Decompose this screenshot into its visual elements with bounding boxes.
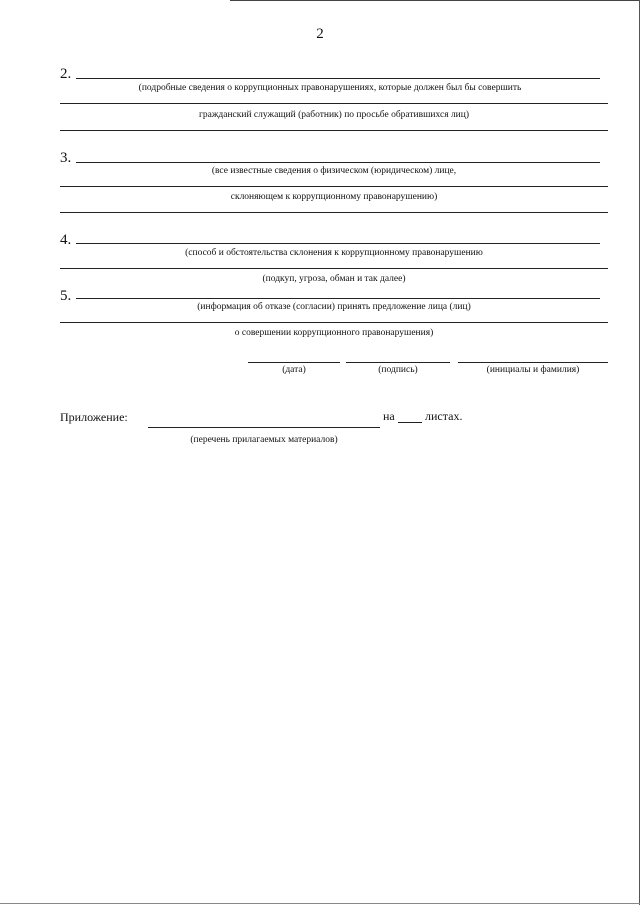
item-2-number: 2. bbox=[60, 66, 72, 82]
date-caption: (дата) bbox=[282, 365, 306, 375]
item-5-field-line-2[interactable] bbox=[60, 322, 608, 323]
item-2-field-line-1[interactable] bbox=[76, 78, 600, 79]
item-3-caption-2: склоняющем к коррупционному правонарушению) bbox=[230, 192, 438, 202]
item-4-field-line-2[interactable] bbox=[60, 268, 608, 269]
attachment-caption: (перечень прилагаемых материалов) bbox=[190, 435, 338, 445]
attachment-label: Приложение: bbox=[60, 410, 128, 424]
item-5-field-line-1[interactable] bbox=[76, 298, 600, 299]
attachment-sheets-text: листах. bbox=[425, 409, 463, 423]
attachment-list-field-line[interactable] bbox=[148, 427, 380, 428]
item-4-field-line-1[interactable] bbox=[76, 243, 600, 244]
name-caption: (инициалы и фамилия) bbox=[486, 365, 580, 375]
item-2-caption-1: (подробные сведения о коррупционных правонарушениях, которые должен был бы совершить bbox=[138, 83, 522, 93]
date-field-line[interactable] bbox=[248, 362, 340, 363]
name-field-line[interactable] bbox=[458, 362, 608, 363]
item-4-number: 4. bbox=[60, 232, 72, 248]
item-3-number: 3. bbox=[60, 150, 72, 166]
page-number: 2 bbox=[316, 26, 324, 42]
page-edge-bottom bbox=[0, 903, 640, 904]
item-5-caption-2: о совершении коррупционного правонарушения) bbox=[234, 328, 434, 338]
item-5-number: 5. bbox=[60, 288, 72, 304]
item-2-field-line-3[interactable] bbox=[60, 130, 608, 131]
item-2-caption-2: гражданский служащий (работник) по просьбе обратившихся лиц) bbox=[198, 110, 470, 120]
item-5-caption-1: (информация об отказе (согласии) принять предложение лица (лиц) bbox=[197, 302, 471, 312]
item-3-field-line-3[interactable] bbox=[60, 212, 608, 213]
item-3-field-line-2[interactable] bbox=[60, 186, 608, 187]
item-3-field-line-1[interactable] bbox=[76, 162, 600, 163]
page-edge-top bbox=[230, 0, 640, 1]
item-3-caption-1: (все известные сведения о физическом (юридическом) лице, bbox=[211, 166, 457, 176]
item-4-caption-2: (подкуп, угроза, обман и так далее) bbox=[262, 274, 406, 284]
signature-caption: (подпись) bbox=[378, 365, 418, 375]
sheet-count-field-line[interactable] bbox=[398, 422, 422, 423]
item-4-caption-1: (способ и обстоятельства склонения к коррупционному правонарушению bbox=[185, 248, 483, 258]
signature-field-line[interactable] bbox=[346, 362, 450, 363]
attachment-on-text: на bbox=[383, 409, 395, 423]
item-2-field-line-2[interactable] bbox=[60, 103, 608, 104]
